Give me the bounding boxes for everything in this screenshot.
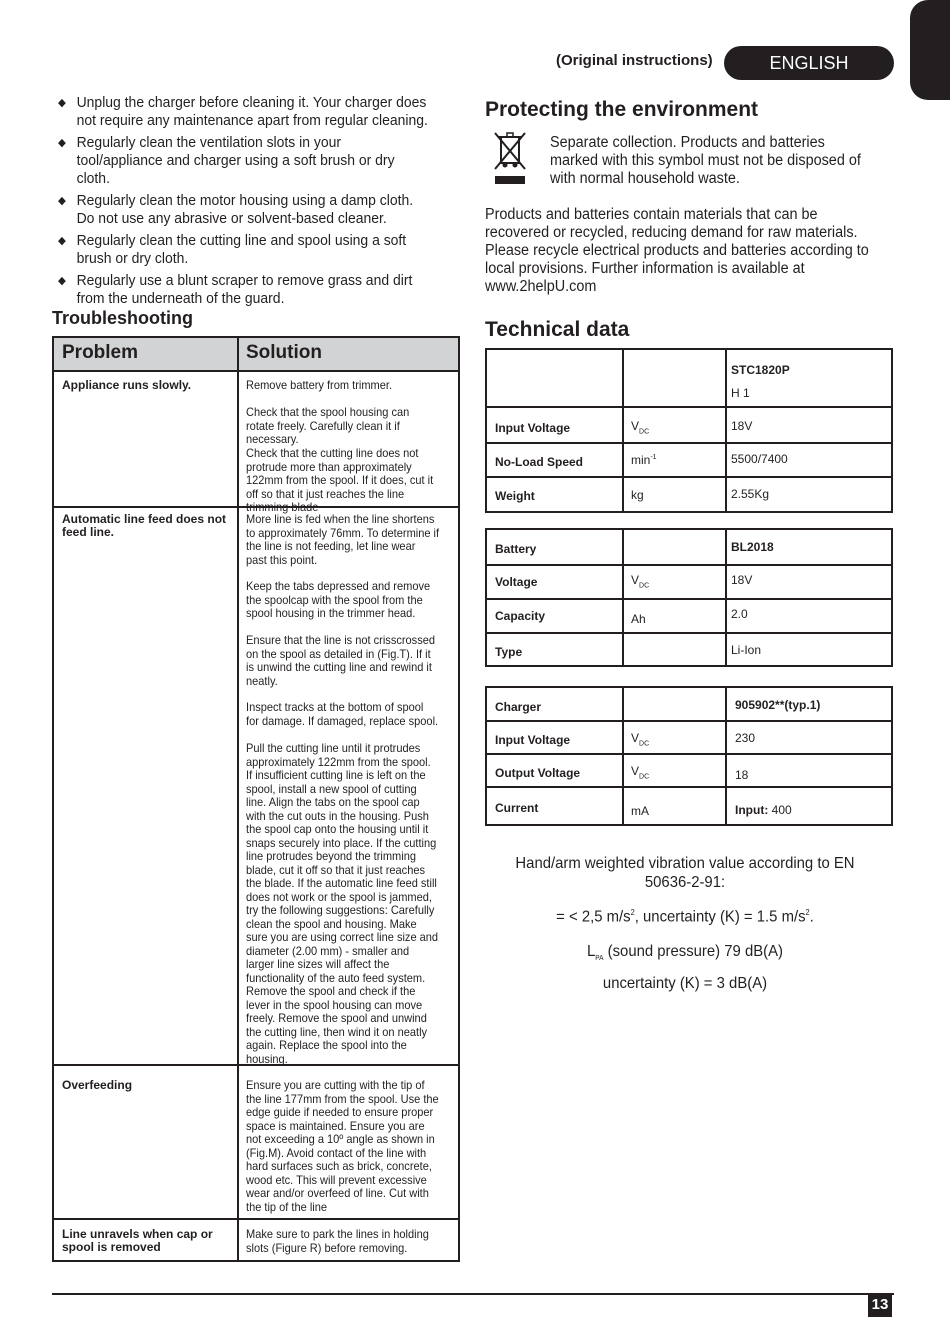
solution-cell: Keep the tabs depressed and remove the spoolcap with the spool from the spool housing in the trimmer head. — [246, 579, 431, 620]
model-number: STC1820P — [731, 363, 790, 377]
spec-label: Input Voltage — [495, 421, 571, 435]
spec-label: Battery — [495, 542, 537, 556]
spec-value: 2.0 — [731, 607, 748, 621]
footer-rule — [52, 1293, 894, 1295]
spec-label: Capacity — [495, 609, 546, 623]
list-item: ◆ Regularly use a blunt scraper to remove grass and dirt from the underneath of the guard. — [58, 272, 430, 308]
spec-value: 18 — [735, 768, 749, 782]
solution-cell: Ensure that the line is not crisscrossed on the spool as detailed in (Fig.T). If it is unwind the cutting line and rewind it neatly. — [246, 633, 436, 688]
spec-value: 18V — [731, 573, 753, 587]
original-instructions: (Original instructions) — [556, 52, 713, 69]
spec-label: Output Voltage — [495, 766, 581, 780]
problem-header: Problem — [62, 342, 139, 363]
environment-heading: Protecting the environment — [485, 98, 759, 121]
charger-model: 905902**(typ.1) — [735, 698, 821, 712]
troubleshooting-heading: Troubleshooting — [52, 308, 193, 328]
problem-cell: Appliance runs slowly. — [62, 378, 192, 392]
solution-cell: Check that the spool housing can rotate freely. Carefully clean it if necessary. — [246, 405, 410, 446]
spec-label: Voltage — [495, 575, 538, 589]
spec-unit: Ah — [631, 612, 646, 626]
edge-tab — [910, 0, 950, 100]
spec-value: Input: 400 — [735, 803, 792, 817]
troubleshooting-table — [52, 336, 460, 1262]
spec-unit: mA — [631, 804, 649, 818]
spec-label: Input Voltage — [495, 733, 571, 747]
spec-value: 230 — [735, 731, 756, 745]
technical-heading: Technical data — [485, 318, 630, 341]
page-number: 13 — [868, 1293, 892, 1317]
spec-unit: $\min^{-1}$ — [631, 453, 657, 467]
separate-collection-text: Separate collection. Products and batteries marked with this symbol must not be disposed of with normal household waste. — [550, 134, 861, 187]
spec-unit: kg — [631, 488, 644, 502]
sound-uncertainty: uncertainty (K) = 3 dB(A) — [602, 975, 768, 992]
solution-header: Solution — [246, 342, 322, 363]
vibration-statement: Hand/arm weighted vibration value according to EN 50636-2-91: — [515, 855, 855, 891]
spec-label: Charger — [495, 700, 542, 714]
list-item: ◆ Unplug the charger before cleaning it. Your charger does not require any maintenance apart from regular cleaning. — [58, 94, 430, 130]
tool-spec-table — [485, 348, 893, 513]
problem-cell: Overfeeding — [62, 1078, 133, 1092]
problem-cell: Line unravels when cap or spool is removed — [62, 1227, 213, 1254]
problem-cell: Automatic line feed does not feed line. — [62, 512, 227, 539]
spec-value: Li-Ion — [731, 643, 762, 657]
sound-pressure: $L_{PA}$ (sound pressure) 79 dB(A) — [587, 943, 783, 963]
solution-cell: Inspect tracks at the bottom of spool for damage. If damaged, replace spool. — [246, 700, 439, 728]
crossed-bin-icon — [493, 131, 527, 185]
spec-unit: $V_{DC}$ — [631, 573, 650, 590]
battery-model: BL2018 — [731, 540, 774, 554]
spec-value: 18V — [731, 419, 753, 433]
spec-unit: $V_{DC}$ — [631, 764, 650, 781]
recycling-paragraph: Products and batteries contain materials that can be recovered or recycled, reducing demand for raw materials. Please recycle electrical products and batteries according to local provisions. Further information is available at www.2helpU.com — [485, 206, 869, 295]
spec-unit: $V_{DC}$ — [631, 419, 650, 436]
charger-spec-table — [485, 686, 893, 826]
solution-cell: Remove battery from trimmer. — [246, 378, 393, 392]
spec-label: No-Load Speed — [495, 455, 584, 469]
solution-cell: Pull the cutting line until it protrudes approximately 122mm from the spool. If insufficient cutting line is left on the spool, install a new spool of cutting line. Align the tabs on the spool cap with the cut outs in the housing. Push the spool cap onto the housing until it snaps securely into place. If the cutting line protrudes beyond the trimming blade, cut it off so that it just reaches the blade. If the automatic line feed still does not work or the spool is jammed, try the following suggestions: Carefully clean the spool and housing. Make sure you are using correct line size and diameter (2.00 mm) - smaller and larger line sizes will affect the functionality of the auto feed system. Remove the spool and check if the lever in the spool housing can move freely. Remove the spool and unwind the cutting line, then wind it on neatly again. Replace the spool into the housing. — [246, 741, 439, 1066]
spec-value: 5500/7400 — [731, 452, 788, 466]
list-item: ◆ Regularly clean the cutting line and spool using a soft brush or dry cloth. — [58, 232, 430, 268]
vibration-value: = < 2,5 $m/s^2$, uncertainty (K) = 1.5 $m/s^2$. — [556, 908, 814, 926]
solution-cell: Make sure to park the lines in holding slots (Figure R) before removing. — [246, 1227, 429, 1255]
solution-cell: Check that the cutting line does not protrude more than approximately 122mm from the spool. If it does, cut it off so that it just reaches the line trimming blade — [246, 446, 434, 514]
battery-spec-table — [485, 528, 893, 667]
spec-unit: $V_{DC}$ — [631, 731, 650, 748]
model-type: H 1 — [731, 386, 750, 400]
maintenance-list — [58, 94, 458, 312]
language-badge: ENGLISH — [724, 46, 894, 80]
spec-label: Current — [495, 801, 539, 815]
list-item: ◆ Regularly clean the motor housing using a damp cloth. Do not use any abrasive or solvent-based cleaner. — [58, 192, 430, 228]
solution-cell: Ensure you are cutting with the tip of the line 177mm from the spool. Use the edge guide if needed to ensure proper space is maintained. Ensure you are not exceeding a 10º angle as shown in (Fig.M). Avoid contact of the line with hard surfaces such as brick, concrete, wood etc. This will prevent excessive wear and/or overfeed of line. Cut with the tip of the line — [246, 1078, 439, 1214]
spec-value: 2.55Kg — [731, 487, 770, 501]
list-item: ◆ Regularly clean the ventilation slots in your tool/appliance and charger using a soft brush or dry cloth. — [58, 134, 430, 188]
spec-label: Type — [495, 645, 523, 659]
spec-label: Weight — [495, 489, 535, 503]
solution-cell: More line is fed when the line shortens to approximately 76mm. To determine if the line is not feeding, let line wear past this point. — [246, 512, 440, 567]
